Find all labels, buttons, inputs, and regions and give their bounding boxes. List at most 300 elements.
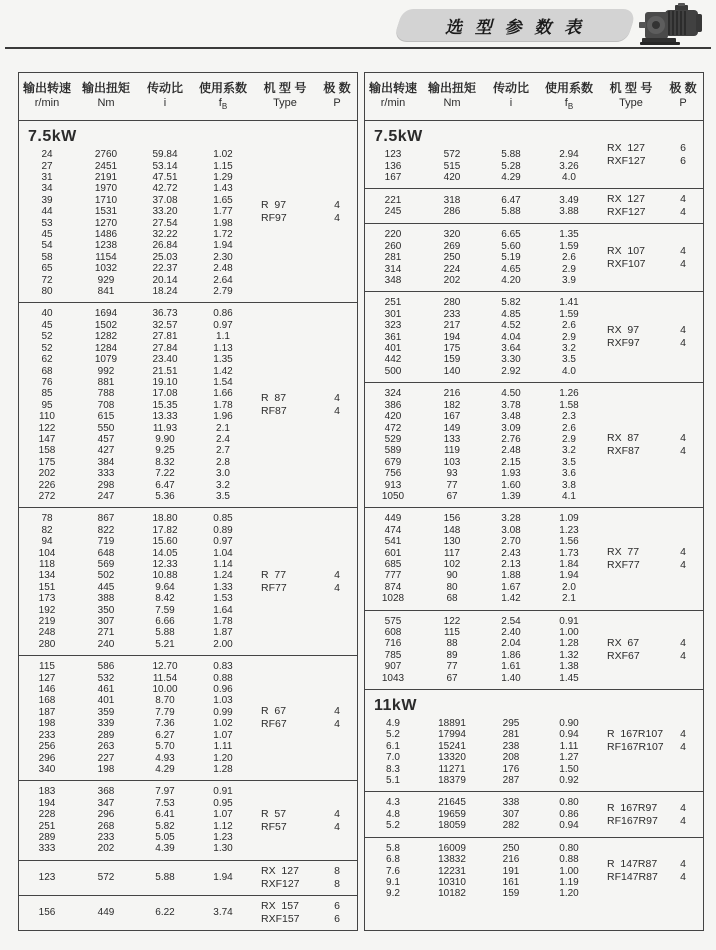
cell-torque: 867 xyxy=(97,513,115,525)
header-service-factor: 使用系数 $f_B$ xyxy=(544,81,593,112)
cell-ratio: 191 xyxy=(502,865,520,877)
cell-ratio: 27.84 xyxy=(152,342,178,354)
type-label: RXF77 xyxy=(607,558,640,571)
cell-factor: 1.24 xyxy=(213,570,233,582)
cell-factor: 0.80 xyxy=(559,842,579,854)
cell-ratio: 2.48 xyxy=(501,445,521,457)
rating-group xyxy=(19,656,357,781)
cell-torque: 18891 xyxy=(438,718,466,730)
table-row xyxy=(19,627,357,638)
cell-ratio: 2.15 xyxy=(501,456,521,468)
type-label: R 147R87 xyxy=(607,858,658,871)
cell-factor: 1.98 xyxy=(213,217,233,229)
pole-count: 4 xyxy=(680,801,686,814)
cell-ratio: 1.39 xyxy=(501,490,521,502)
table-row xyxy=(365,582,703,593)
cell-ratio: 9.90 xyxy=(155,433,175,445)
cell-speed: 219 xyxy=(38,616,56,628)
cell-factor: 1.72 xyxy=(213,229,233,241)
cell-speed: 24 xyxy=(41,149,53,161)
cell-speed: 158 xyxy=(38,445,56,457)
cell-torque: 194 xyxy=(443,331,461,343)
cell-torque: 216 xyxy=(443,388,461,400)
cell-speed: 183 xyxy=(38,786,56,798)
cell-ratio: 6.47 xyxy=(501,195,521,206)
cell-torque: 461 xyxy=(97,684,115,696)
rating-group xyxy=(365,792,703,837)
cell-factor: 1.20 xyxy=(213,752,233,764)
cell-speed: 31 xyxy=(41,172,53,183)
type-label: RF87 xyxy=(261,405,287,418)
cell-torque: 271 xyxy=(97,627,115,639)
cell-ratio: 6.65 xyxy=(501,229,521,241)
type-label: RXF127 xyxy=(607,206,646,219)
rating-group xyxy=(19,121,357,303)
rating-group xyxy=(365,508,703,610)
cell-factor: 3.49 xyxy=(559,195,579,206)
cell-torque: 1270 xyxy=(94,217,118,229)
cell-speed: 122 xyxy=(38,422,56,434)
type-label: RX 127 xyxy=(607,141,645,154)
cell-torque: 1079 xyxy=(94,354,118,366)
cell-speed: 54 xyxy=(41,240,53,252)
pole-count: 6 xyxy=(334,912,340,925)
cell-ratio: 42.72 xyxy=(152,183,178,195)
cell-torque: 347 xyxy=(97,797,115,809)
cell-speed: 449 xyxy=(384,513,402,525)
cell-torque: 133 xyxy=(443,433,461,445)
cell-ratio: 8.32 xyxy=(155,456,175,468)
cell-factor: 0.94 xyxy=(559,729,579,741)
cell-speed: 1050 xyxy=(381,490,405,502)
rating-group xyxy=(19,508,357,656)
cell-speed: 281 xyxy=(384,252,402,264)
cell-factor: 1.73 xyxy=(559,547,579,559)
cell-ratio: 5.88 xyxy=(501,206,521,218)
table-row xyxy=(365,172,703,183)
cell-torque: 569 xyxy=(97,559,115,570)
cell-speed: 245 xyxy=(384,206,402,218)
cell-ratio: 1.61 xyxy=(501,661,521,673)
cell-speed: 5.1 xyxy=(386,775,400,787)
cell-ratio: 2.92 xyxy=(501,365,521,377)
type-label: RXF127 xyxy=(261,877,300,890)
type-line xyxy=(599,432,703,445)
cell-ratio: 3.30 xyxy=(501,354,521,366)
cell-ratio: 8.70 xyxy=(155,695,175,707)
table-row xyxy=(19,320,357,331)
cell-ratio: 6.27 xyxy=(155,729,175,741)
cell-torque: 457 xyxy=(97,433,115,445)
cell-ratio: 4.39 xyxy=(155,843,175,855)
cell-ratio: 4.04 xyxy=(501,331,521,343)
cell-torque: 122 xyxy=(443,615,461,627)
cell-speed: 401 xyxy=(384,343,402,355)
cell-torque: 198 xyxy=(97,763,115,775)
pole-count: 4 xyxy=(680,814,686,827)
cell-speed: 58 xyxy=(41,251,53,263)
cell-ratio: 282 xyxy=(502,820,520,832)
cell-speed: 361 xyxy=(384,331,402,343)
table-row xyxy=(365,661,703,672)
type-label: R 67 xyxy=(261,705,287,718)
table-row xyxy=(19,240,357,251)
cell-factor: 1.56 xyxy=(559,536,579,548)
type-pole-block xyxy=(599,546,703,572)
cell-ratio: 338 xyxy=(502,797,520,809)
table-row xyxy=(19,331,357,342)
cell-factor: 1.04 xyxy=(213,547,233,559)
type-label: R 167R107 xyxy=(607,727,664,740)
cell-speed: 147 xyxy=(38,433,56,445)
cell-speed: 192 xyxy=(38,604,56,616)
type-line xyxy=(599,206,703,219)
cell-factor: 0.94 xyxy=(559,820,579,832)
cell-speed: 575 xyxy=(384,615,402,627)
table-row xyxy=(19,741,357,752)
table-row xyxy=(19,343,357,354)
cell-factor: 0.86 xyxy=(213,308,233,320)
cell-torque: 1154 xyxy=(95,251,117,263)
table-row xyxy=(19,286,357,297)
pole-count: 4 xyxy=(334,820,340,833)
cell-speed: 233 xyxy=(38,729,56,741)
type-pole-block xyxy=(253,392,357,418)
cell-torque: 449 xyxy=(97,907,115,919)
cell-ratio: 2.54 xyxy=(501,615,521,627)
cell-factor: 4.0 xyxy=(562,365,576,377)
type-line xyxy=(253,405,357,418)
cell-ratio: 32.57 xyxy=(152,319,178,331)
cell-factor: 3.88 xyxy=(559,206,579,218)
type-line xyxy=(253,808,357,821)
cell-torque: 401 xyxy=(97,695,115,707)
cell-torque: 788 xyxy=(97,388,115,400)
selection-tables xyxy=(18,72,704,931)
table-row xyxy=(19,229,357,240)
cell-ratio: 27.54 xyxy=(152,217,178,229)
type-line xyxy=(253,392,357,405)
cell-speed: 1028 xyxy=(381,593,405,605)
cell-speed: 7.6 xyxy=(386,865,400,877)
table-row xyxy=(365,673,703,684)
rating-group xyxy=(19,781,357,860)
type-pole-block xyxy=(253,900,357,926)
cell-speed: 44 xyxy=(41,206,53,218)
cell-speed: 62 xyxy=(41,354,53,366)
cell-torque: 156 xyxy=(443,513,461,525)
pole-count: 4 xyxy=(334,211,340,224)
cell-speed: 6.1 xyxy=(386,740,400,752)
cell-factor: 1.35 xyxy=(213,354,233,366)
table-row xyxy=(19,513,357,524)
cell-speed: 272 xyxy=(38,490,56,502)
type-line xyxy=(253,865,357,878)
cell-ratio: 7.36 xyxy=(155,718,175,730)
type-pole-block xyxy=(599,245,703,271)
cell-factor: 1.41 xyxy=(559,297,579,309)
table-row xyxy=(19,616,357,627)
cell-ratio: 6.22 xyxy=(155,907,175,919)
cell-ratio: 5.82 xyxy=(501,297,521,309)
cell-ratio: 1.93 xyxy=(501,468,521,480)
cell-torque: 93 xyxy=(446,468,458,480)
cell-speed: 785 xyxy=(384,649,402,661)
cell-torque: 286 xyxy=(443,206,461,218)
cell-torque: 250 xyxy=(443,252,461,264)
cell-factor: 2.4 xyxy=(216,433,230,445)
cell-torque: 89 xyxy=(446,649,458,661)
type-label: RXF87 xyxy=(607,445,640,458)
cell-factor: 1.02 xyxy=(213,149,233,161)
cell-ratio: 4.29 xyxy=(501,172,521,183)
cell-speed: 348 xyxy=(384,275,402,287)
cell-factor: 3.2 xyxy=(562,445,576,457)
cell-factor: 1.09 xyxy=(559,513,579,525)
cell-speed: 608 xyxy=(384,627,402,638)
type-line xyxy=(253,900,357,913)
cell-factor: 1.64 xyxy=(213,604,233,616)
table-row xyxy=(365,525,703,536)
cell-torque: 68 xyxy=(446,593,458,605)
cell-factor: 1.11 xyxy=(559,740,579,752)
table-row xyxy=(19,377,357,388)
cell-speed: 8.3 xyxy=(386,763,400,775)
pole-count: 4 xyxy=(334,807,340,820)
table-row xyxy=(19,275,357,286)
cell-torque: 333 xyxy=(97,468,115,480)
pole-count: 4 xyxy=(334,581,340,594)
cell-speed: 716 xyxy=(384,638,402,650)
header-output-torque: 输出扭矩 Nm xyxy=(81,81,130,109)
type-pole-block xyxy=(253,569,357,595)
cell-torque: 841 xyxy=(97,286,115,298)
table-row xyxy=(365,888,703,899)
pole-count: 4 xyxy=(680,871,686,884)
type-label: R 167R97 xyxy=(607,801,658,814)
cell-torque: 227 xyxy=(97,752,115,764)
cell-torque: 929 xyxy=(97,274,115,286)
cell-ratio: 176 xyxy=(502,763,520,775)
cell-factor: 2.9 xyxy=(562,331,576,343)
table-row xyxy=(19,525,357,536)
cell-ratio: 15.60 xyxy=(152,536,178,548)
pole-count: 6 xyxy=(334,899,340,912)
cell-speed: 7.0 xyxy=(386,752,400,764)
cell-ratio: 2.13 xyxy=(501,558,521,570)
cell-speed: 442 xyxy=(384,354,402,366)
cell-ratio: 281 xyxy=(502,729,520,741)
type-line xyxy=(253,718,357,731)
cell-ratio: 5.21 xyxy=(155,638,175,650)
cell-torque: 822 xyxy=(97,524,115,536)
type-line xyxy=(599,858,703,871)
cell-factor: 0.86 xyxy=(559,808,579,820)
cell-ratio: 4.65 xyxy=(501,263,521,275)
cell-factor: 1.28 xyxy=(559,638,579,650)
table-row xyxy=(365,229,703,240)
cell-speed: 314 xyxy=(384,263,402,275)
cell-torque: 550 xyxy=(97,422,115,434)
cell-torque: 368 xyxy=(97,786,115,798)
type-pole-block xyxy=(599,324,703,350)
type-pole-block xyxy=(599,802,703,828)
cell-factor: 2.7 xyxy=(216,445,230,457)
cell-ratio: 5.88 xyxy=(501,149,521,161)
cell-torque: 1970 xyxy=(94,183,118,195)
cell-torque: 10310 xyxy=(438,876,466,888)
header-output-torque: 输出扭矩 Nm xyxy=(427,81,476,109)
cell-factor: 1.87 xyxy=(213,627,233,639)
type-line xyxy=(253,199,357,212)
cell-ratio: 6.41 xyxy=(155,809,175,821)
table-row xyxy=(19,593,357,604)
type-line xyxy=(253,821,357,834)
type-line xyxy=(599,741,703,754)
cell-factor: 2.1 xyxy=(562,593,576,605)
cell-ratio: 4.93 xyxy=(155,752,175,764)
rating-group xyxy=(365,189,703,224)
table-row xyxy=(365,491,703,502)
cell-torque: 202 xyxy=(443,275,461,287)
cell-torque: 289 xyxy=(97,729,115,741)
cell-factor: 0.85 xyxy=(213,513,233,525)
cell-torque: 18059 xyxy=(438,820,466,832)
cell-torque: 182 xyxy=(443,399,461,411)
cell-speed: 4.9 xyxy=(386,718,400,730)
cell-factor: 3.0 xyxy=(216,468,230,480)
cell-torque: 17994 xyxy=(438,729,466,741)
cell-ratio: 4.29 xyxy=(155,763,175,775)
cell-torque: 572 xyxy=(443,149,461,161)
cell-factor: 2.48 xyxy=(213,263,233,275)
cell-factor: 1.94 xyxy=(213,872,233,884)
rating-group xyxy=(365,224,703,292)
type-label: RXF127 xyxy=(607,154,646,167)
rating-group xyxy=(365,611,703,690)
cell-factor: 1.00 xyxy=(559,865,579,877)
table-row xyxy=(19,423,357,434)
cell-speed: 94 xyxy=(41,536,53,548)
type-line xyxy=(599,871,703,884)
cell-factor: 1.96 xyxy=(213,411,233,423)
table-header xyxy=(365,73,703,121)
table-row xyxy=(19,730,357,741)
table-row xyxy=(19,457,357,468)
cell-speed: 260 xyxy=(384,240,402,252)
cell-ratio: 32.22 xyxy=(152,229,178,241)
cell-torque: 119 xyxy=(444,445,460,457)
cell-speed: 167 xyxy=(384,172,402,183)
cell-torque: 90 xyxy=(446,570,458,582)
table-header xyxy=(19,73,357,121)
table-row xyxy=(19,366,357,377)
pole-count: 4 xyxy=(680,432,686,445)
cell-factor: 2.6 xyxy=(562,252,576,264)
type-label: RX 127 xyxy=(607,193,645,206)
cell-speed: 187 xyxy=(38,706,56,718)
cell-ratio: 17.08 xyxy=(152,388,178,400)
type-pole-block xyxy=(599,432,703,458)
cell-speed: 220 xyxy=(384,229,402,241)
cell-speed: 1043 xyxy=(381,672,405,684)
cell-factor: 1.38 xyxy=(559,661,579,673)
cell-speed: 95 xyxy=(41,399,53,411)
cell-torque: 88 xyxy=(446,638,458,650)
cell-torque: 268 xyxy=(97,820,115,832)
cell-torque: 586 xyxy=(97,661,115,673)
table-row xyxy=(365,843,703,854)
cell-factor: 0.97 xyxy=(213,319,233,331)
rating-group xyxy=(365,292,703,383)
cell-torque: 233 xyxy=(443,308,461,320)
type-line xyxy=(599,815,703,828)
type-label: R 57 xyxy=(261,807,287,820)
cell-ratio: 36.73 xyxy=(152,308,178,320)
rating-group xyxy=(365,838,703,905)
pole-count: 4 xyxy=(680,545,686,558)
cell-ratio: 4.50 xyxy=(501,388,521,400)
type-pole-block xyxy=(253,199,357,225)
cell-factor: 1.43 xyxy=(213,183,233,195)
cell-ratio: 1.88 xyxy=(501,570,521,582)
table-row xyxy=(365,388,703,399)
cell-speed: 40 xyxy=(41,308,53,320)
table-row xyxy=(19,445,357,456)
cell-ratio: 12.70 xyxy=(152,661,178,673)
cell-speed: 136 xyxy=(384,160,402,172)
cell-ratio: 4.85 xyxy=(501,308,521,320)
cell-factor: 1.35 xyxy=(559,229,579,241)
power-section-title: 7.5kW xyxy=(28,128,77,146)
cell-torque: 117 xyxy=(444,547,460,559)
cell-ratio: 15.35 xyxy=(152,399,178,411)
cell-torque: 359 xyxy=(97,706,115,718)
rating-group xyxy=(365,121,703,189)
type-line xyxy=(599,445,703,458)
type-line xyxy=(599,324,703,337)
cell-torque: 992 xyxy=(97,365,115,377)
cell-factor: 0.83 xyxy=(213,661,233,673)
table-row xyxy=(365,297,703,308)
cell-torque: 16009 xyxy=(438,842,466,854)
rating-group xyxy=(19,861,357,896)
cell-torque: 572 xyxy=(97,872,115,884)
cell-factor: 1.1 xyxy=(216,331,230,343)
cell-factor: 1.42 xyxy=(213,365,233,377)
type-line xyxy=(599,258,703,271)
cell-torque: 384 xyxy=(97,456,115,468)
cell-speed: 324 xyxy=(384,388,402,400)
cell-speed: 104 xyxy=(38,547,56,559)
type-label: R 77 xyxy=(261,568,287,581)
cell-factor: 1.27 xyxy=(559,752,579,764)
cell-factor: 3.74 xyxy=(213,907,233,919)
cell-speed: 420 xyxy=(384,411,402,423)
cell-torque: 2191 xyxy=(94,172,118,183)
cell-ratio: 5.60 xyxy=(501,240,521,252)
cell-speed: 123 xyxy=(38,872,56,884)
cell-torque: 2451 xyxy=(94,160,118,172)
table-body xyxy=(19,121,357,930)
cell-factor: 2.8 xyxy=(216,456,230,468)
cell-torque: 167 xyxy=(443,411,461,423)
cell-speed: 601 xyxy=(384,547,402,559)
table-row xyxy=(365,593,703,604)
cell-torque: 103 xyxy=(443,456,461,468)
cell-torque: 102 xyxy=(443,558,461,570)
cell-speed: 151 xyxy=(38,581,56,593)
